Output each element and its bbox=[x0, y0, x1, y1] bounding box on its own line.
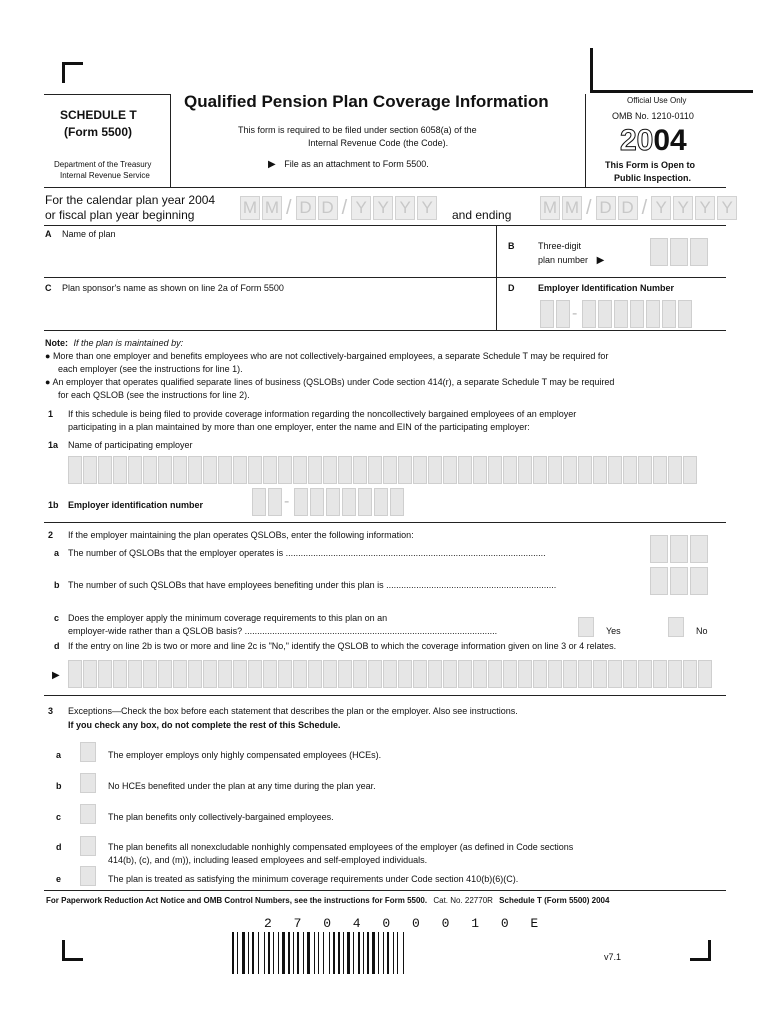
section-b-letter: B bbox=[508, 241, 515, 251]
barcode-bar bbox=[343, 932, 344, 974]
note-bullet-2-text: An employer that operates qualified separate lines of business (QSLOBs) under Code section 414(r), a separate Schedule T may be required bbox=[52, 377, 615, 387]
barcode-bar bbox=[363, 932, 364, 974]
barcode-bar bbox=[355, 932, 357, 974]
barcode-bar bbox=[383, 932, 384, 974]
barcode-bar bbox=[266, 932, 267, 974]
plan-number-input[interactable] bbox=[650, 238, 708, 266]
line-3b-letter: b bbox=[56, 781, 62, 791]
line-1b-number: 1b bbox=[48, 500, 59, 510]
section-b-label-2 bbox=[538, 255, 604, 266]
open-line-2: Public Inspection. bbox=[614, 173, 692, 183]
line-2b-text: The number of such QSLOBs that have employees benefiting under this plan is .................................................................... bbox=[68, 580, 557, 590]
barcode-bar bbox=[365, 932, 366, 974]
note-label: Note: bbox=[45, 338, 68, 348]
barcode-bar bbox=[336, 932, 337, 974]
line-3d-checkbox[interactable] bbox=[80, 836, 96, 856]
ein-input[interactable]: - bbox=[540, 300, 692, 328]
open-line-1: This Form is Open to bbox=[605, 160, 696, 170]
attach-notice bbox=[268, 159, 429, 170]
corner-mark-top-left bbox=[62, 62, 83, 83]
line-1-text-1: If this schedule is being filed to provide coverage information regarding the noncollectively bargained employees of an employer bbox=[68, 409, 577, 419]
barcode-bar bbox=[361, 932, 362, 974]
line-3a-checkbox[interactable] bbox=[80, 742, 96, 762]
note-bullet-1: ● More than one employer and benefits employees who are not collectively-bargained employees, a separate Schedule T may be required for bbox=[45, 351, 609, 361]
barcode-bar bbox=[297, 932, 299, 974]
line-2c-yes-label: Yes bbox=[606, 626, 621, 636]
line-2c-letter: c bbox=[54, 613, 60, 623]
line-3d-text-2: 414(b), (c), and (m)), including leased employees and self-employed individuals. bbox=[108, 855, 428, 865]
line-1a-label: Name of participating employer bbox=[68, 440, 193, 450]
barcode-bar bbox=[311, 932, 313, 974]
line-2-text: If the employer maintaining the plan operates QSLOBs, enter the following information: bbox=[68, 530, 414, 540]
section-d-letter: D bbox=[508, 283, 515, 293]
barcode-bar bbox=[278, 932, 279, 974]
barcode-bar bbox=[235, 932, 236, 974]
barcode-bar bbox=[376, 932, 377, 974]
line-2c-no-label: No bbox=[696, 626, 708, 636]
barcode-bar bbox=[255, 932, 257, 974]
barcode-bar bbox=[307, 932, 310, 974]
line-3-warning: If you check any box, do not complete the rest of this Schedule. bbox=[68, 720, 341, 730]
barcode-bar bbox=[353, 932, 354, 974]
end-date-input[interactable]: M M / D D / Y Y Y Y bbox=[540, 196, 737, 220]
section-a-letter: A bbox=[45, 229, 52, 239]
barcode-bar bbox=[275, 932, 277, 974]
attach-text: File as an attachment to Form 5500. bbox=[284, 159, 429, 169]
corner-mark-bottom-right bbox=[690, 940, 711, 961]
barcode-bar bbox=[390, 932, 392, 974]
version-label: v7.1 bbox=[604, 952, 622, 962]
participating-employer-name-input[interactable] bbox=[68, 456, 697, 484]
corner-mark-bottom-left bbox=[62, 940, 83, 961]
barcode-bar bbox=[347, 932, 350, 974]
year-prefix: 20 bbox=[620, 124, 654, 157]
barcode-bar bbox=[341, 932, 342, 974]
required-line-2: Internal Revenue Code (the Code). bbox=[308, 138, 449, 148]
barcode-bar bbox=[232, 932, 234, 974]
line-2a-letter: a bbox=[54, 548, 60, 558]
barcode-bar bbox=[393, 932, 394, 974]
form-label: (Form 5500) bbox=[64, 125, 133, 139]
section-b-label-2-text: plan number bbox=[538, 255, 589, 265]
barcode-bar bbox=[351, 932, 352, 974]
line-2c-yes-checkbox[interactable] bbox=[578, 617, 594, 637]
line-3a-text: The employer employs only highly compensated employees (HCEs). bbox=[108, 750, 382, 760]
line-2c-text-2: employer-wide rather than a QSLOB basis? ..................................................................................................... bbox=[68, 626, 498, 636]
barcode-bar bbox=[367, 932, 369, 974]
line-3d-text-1: The plan benefits all nonexcludable nonhighly compensated employees of the employer (as defined in Code sections bbox=[108, 842, 574, 852]
barcode-bar bbox=[252, 932, 254, 974]
section-c-label: Plan sponsor's name as shown on line 2a of Form 5500 bbox=[62, 283, 284, 293]
omb-number: OMB No. 1210-0110 bbox=[612, 111, 694, 121]
arrow-icon: ▶ bbox=[268, 159, 276, 170]
line-3b-text: No HCEs benefited under the plan at any time during the plan year. bbox=[108, 781, 376, 791]
barcode-bar bbox=[403, 932, 404, 974]
barcode-bar bbox=[370, 932, 371, 974]
barcode-bar bbox=[293, 932, 294, 974]
line-3c-checkbox[interactable] bbox=[80, 804, 96, 824]
barcode-digits: 2 7 0 4 0 0 0 1 0 E bbox=[264, 916, 546, 931]
year-suffix: 04 bbox=[653, 124, 687, 157]
line-1-text-2: participating in a plan maintained by more than one employer, enter the name and EIN of the participating employer: bbox=[68, 422, 530, 432]
schedule-label: SCHEDULE T bbox=[60, 108, 137, 122]
line-3-number: 3 bbox=[48, 706, 54, 716]
section-a-label: Name of plan bbox=[62, 229, 116, 239]
page-title: Qualified Pension Plan Coverage Information bbox=[184, 92, 549, 111]
barcode-bar bbox=[242, 932, 245, 974]
barcode-bar bbox=[314, 932, 315, 974]
note-intro: If the plan is maintained by: bbox=[73, 338, 184, 348]
barcode-bar bbox=[380, 932, 382, 974]
barcode-bar bbox=[237, 932, 238, 974]
official-use: Official Use Only bbox=[627, 96, 687, 105]
line-3d-letter: d bbox=[56, 842, 62, 852]
barcode-bar bbox=[329, 932, 330, 974]
corner-mark-top-right bbox=[590, 48, 753, 93]
barcode-bar bbox=[258, 932, 259, 974]
line-2c-no-checkbox[interactable] bbox=[668, 617, 684, 637]
barcode-bar bbox=[320, 932, 322, 974]
barcode-bar bbox=[385, 932, 386, 974]
note-bullet-1-cont: each employer (see the instructions for line 1). bbox=[58, 364, 243, 374]
barcode-bar bbox=[248, 932, 249, 974]
line-3c-text: The plan benefits only collectively-bargained employees. bbox=[108, 812, 334, 822]
arrow-icon: ▶ bbox=[52, 670, 60, 681]
barcode-bar bbox=[395, 932, 396, 974]
barcode-bar bbox=[338, 932, 340, 974]
section-c-letter: C bbox=[45, 283, 52, 293]
barcode-bar bbox=[323, 932, 324, 974]
barcode-bar bbox=[288, 932, 290, 974]
line-1a-number: 1a bbox=[48, 440, 59, 450]
barcode-bar bbox=[305, 932, 306, 974]
barcode-bar bbox=[264, 932, 265, 974]
barcode-bar bbox=[260, 932, 263, 974]
barcode-bar bbox=[397, 932, 398, 974]
barcode-bar bbox=[295, 932, 296, 974]
participating-employer-ein-input[interactable]: - bbox=[252, 488, 404, 516]
barcode-bar bbox=[303, 932, 304, 974]
line-2-number: 2 bbox=[48, 530, 54, 540]
line-3-text: Exceptions—Check the box before each statement that describes the plan or the employer. Also see instructions. bbox=[68, 706, 518, 716]
barcode-bar bbox=[280, 932, 281, 974]
paperwork-notice: For Paperwork Reduction Act Notice and OMB Control Numbers, see the instructions for Form 5500. bbox=[46, 896, 428, 905]
barcode-bar bbox=[268, 932, 270, 974]
barcode-bar bbox=[325, 932, 328, 974]
note-bullet-2: ● An employer that operates qualified separate lines of business (QSLOBs) under Code section 414(r), a separate Schedule T may be required bbox=[45, 377, 615, 387]
schedule-reference: Schedule T (Form 5500) 2004 bbox=[499, 896, 610, 905]
barcode-bar bbox=[316, 932, 317, 974]
barcode-bar bbox=[300, 932, 302, 974]
barcode-bar bbox=[273, 932, 274, 974]
line-3e-letter: e bbox=[56, 874, 62, 884]
note-title bbox=[45, 338, 183, 348]
plan-year-line-2: or fiscal plan year beginning bbox=[45, 208, 195, 222]
barcode-bar bbox=[399, 932, 402, 974]
barcode-bar bbox=[372, 932, 375, 974]
line-2a-text: The number of QSLOBs that the employer operates is ........................................................................................................ bbox=[68, 548, 546, 558]
tax-year bbox=[620, 124, 687, 158]
section-b-label-1: Three-digit bbox=[538, 241, 582, 251]
barcode-bar bbox=[358, 932, 360, 974]
line-3e-text: The plan is treated as satisfying the minimum coverage requirements under Code section 410(b)(6)(C). bbox=[108, 874, 519, 884]
line-3b-checkbox[interactable] bbox=[80, 773, 96, 793]
qslob-identifier-input[interactable] bbox=[68, 660, 712, 688]
barcode-bar bbox=[246, 932, 247, 974]
line-3e-checkbox[interactable] bbox=[80, 866, 96, 886]
line-3a-letter: a bbox=[56, 750, 62, 760]
arrow-icon: ▶ bbox=[596, 255, 605, 266]
barcode-bar bbox=[271, 932, 272, 974]
note-bullet-2-cont: for each QSLOB (see the instructions for line 2). bbox=[58, 390, 250, 400]
barcode-bar bbox=[318, 932, 319, 974]
barcode-bar bbox=[250, 932, 251, 974]
dept-line-1: Department of the Treasury bbox=[54, 160, 152, 169]
line-1-number: 1 bbox=[48, 409, 54, 419]
line-1b-label: Employer identification number bbox=[68, 500, 204, 510]
catalog-number: Cat. No. 22770R bbox=[433, 896, 493, 905]
line-3c-letter: c bbox=[56, 812, 62, 822]
line-2d-letter: d bbox=[54, 641, 60, 651]
required-line-1: This form is required to be filed under section 6058(a) of the bbox=[238, 125, 477, 135]
qslob-benefiting-count-input[interactable] bbox=[650, 567, 708, 595]
note-bullet-1-text: More than one employer and benefits employees who are not collectively-bargained employees, a separate Schedule T may be required for bbox=[52, 351, 609, 361]
barcode-bar bbox=[291, 932, 292, 974]
line-2c-text-1: Does the employer apply the minimum coverage requirements to this plan on an bbox=[68, 613, 388, 623]
barcode-bar bbox=[378, 932, 379, 974]
footer-line bbox=[46, 896, 609, 905]
barcode-bar bbox=[282, 932, 285, 974]
line-2d-text: If the entry on line 2b is two or more and line 2c is "No," identify the QSLOB to which the coverage information given on line 3 or 4 relates. bbox=[68, 641, 617, 651]
barcode-bar bbox=[286, 932, 287, 974]
line-2b-letter: b bbox=[54, 580, 60, 590]
barcode bbox=[232, 932, 512, 974]
qslob-count-input[interactable] bbox=[650, 535, 708, 563]
section-d-label: Employer Identification Number bbox=[538, 283, 675, 293]
and-ending-label: and ending bbox=[452, 208, 512, 222]
barcode-bar bbox=[345, 932, 346, 974]
barcode-bar bbox=[387, 932, 389, 974]
begin-date-input[interactable]: M M / D D / Y Y Y Y bbox=[240, 196, 437, 220]
barcode-bar bbox=[331, 932, 332, 974]
barcode-bar bbox=[239, 932, 241, 974]
barcode-bar bbox=[333, 932, 335, 974]
barcode-bar bbox=[405, 932, 407, 974]
dept-line-2: Internal Revenue Service bbox=[60, 171, 150, 180]
plan-year-line-1: For the calendar plan year 2004 bbox=[45, 193, 216, 207]
